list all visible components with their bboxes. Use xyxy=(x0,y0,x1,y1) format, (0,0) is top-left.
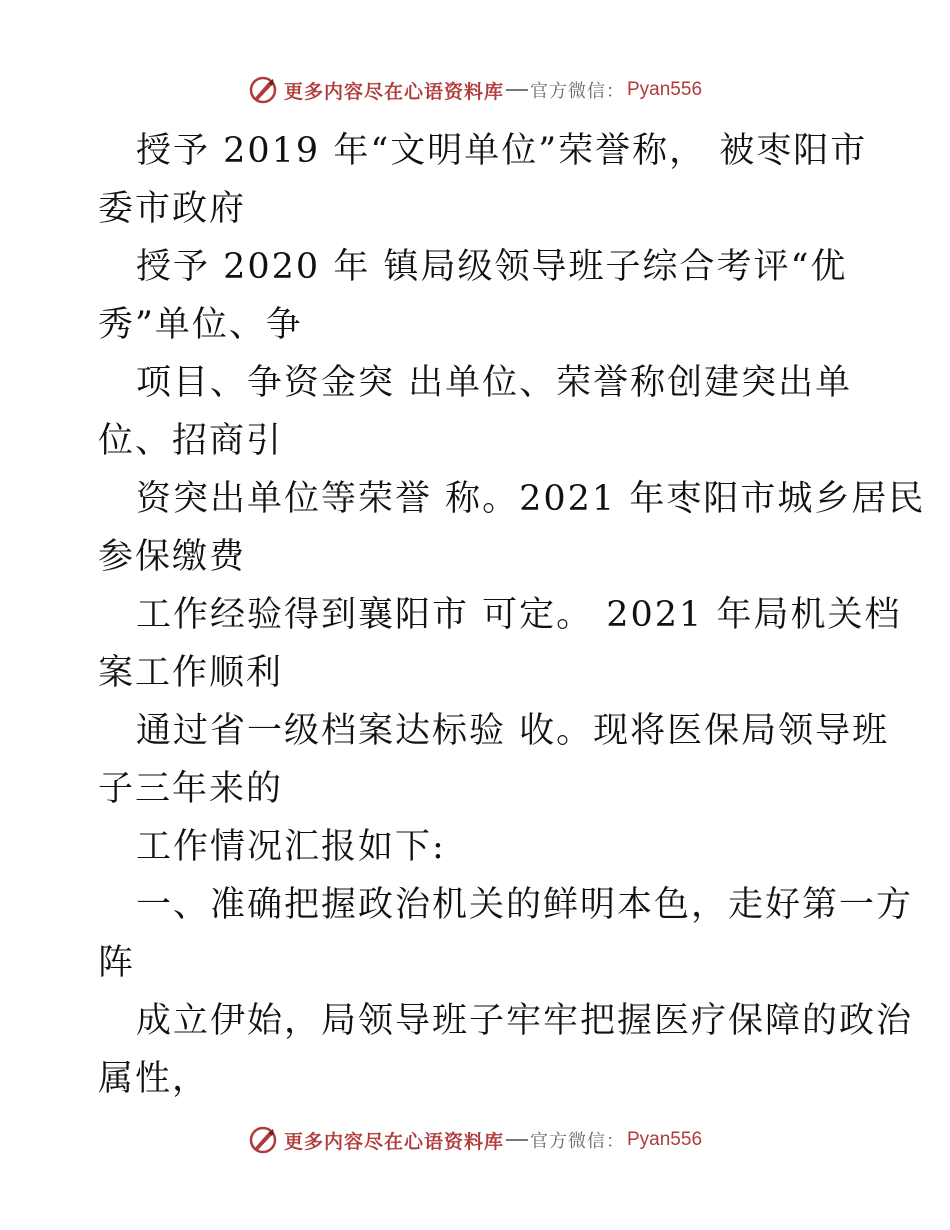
text-line: 成立伊始，局领导班子牢牢把握医疗保障的政治 xyxy=(136,1001,914,1041)
watermark-dash xyxy=(506,1139,528,1141)
text-line: 授予 2019 年“文明单位”荣誉称， 被枣阳市 xyxy=(136,131,868,171)
footer-watermark xyxy=(0,1120,950,1160)
text-line: 秀”单位、争 xyxy=(98,305,303,345)
text-line: 委市政府 xyxy=(98,189,247,229)
text-line: 位、招商引 xyxy=(98,421,284,461)
text-line: 阵 xyxy=(98,943,136,983)
watermark-dash xyxy=(506,89,528,91)
text-line: 子三年来的 xyxy=(98,769,284,809)
watermark-site-text: 更多内容尽在心语资料库 xyxy=(283,80,504,103)
text-line: 工作情况汇报如下: xyxy=(136,827,446,867)
watermark-wechat-id: Pyan556 xyxy=(627,79,703,100)
header-watermark xyxy=(0,70,950,110)
text-line: 资突出单位等荣誉 称。2021 年枣阳市城乡居民 xyxy=(136,479,926,519)
quill-logo-icon xyxy=(248,75,278,105)
watermark-official-text: 官方微信： xyxy=(530,81,625,102)
text-line: 通过省一级档案达标验 收。现将医保局领导班 xyxy=(136,711,890,751)
text-line: 项目、争资金突 出单位、荣誉称创建突出单 xyxy=(136,363,853,403)
text-line: 案工作顺利 xyxy=(98,653,284,693)
watermark-official-text: 官方微信： xyxy=(530,1131,625,1152)
text-line: 参保缴费 xyxy=(98,537,247,577)
text-line: 一、准确把握政治机关的鲜明本色，走好第一方 xyxy=(136,885,914,925)
text-line: 属性， xyxy=(98,1059,210,1099)
document-body xyxy=(98,122,926,1108)
quill-logo-icon xyxy=(248,1125,278,1155)
text-line: 授予 2020 年 镇局级领导班子综合考评“优 xyxy=(136,247,848,287)
text-line: 工作经验得到襄阳市 可定。 2021 年局机关档 xyxy=(136,595,902,635)
watermark-wechat-id: Pyan556 xyxy=(627,1129,703,1150)
watermark-site-text: 更多内容尽在心语资料库 xyxy=(283,1130,504,1153)
